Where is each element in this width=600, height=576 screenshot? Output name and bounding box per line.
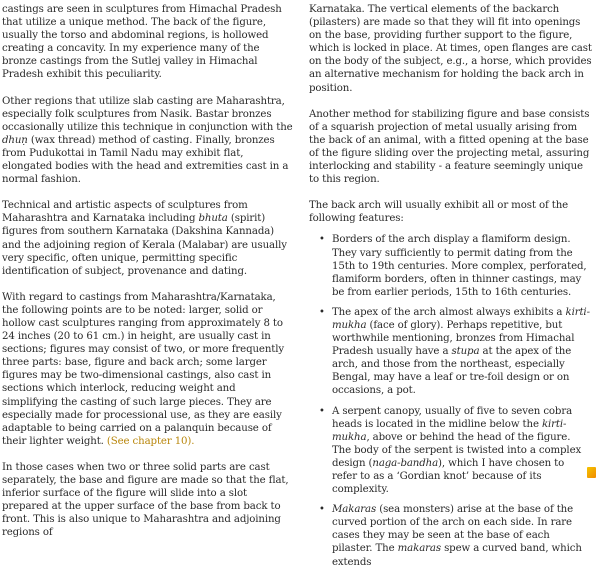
bullet-icon: • bbox=[319, 504, 325, 516]
right-column bbox=[309, 3, 592, 576]
list-item-makaras: • Makaras (sea monsters) arise at the base of the curved portion of the arch on each side. In rare cases they may be seen at the base of each pilaster. The makaras spew a curved band, which extends bbox=[319, 504, 582, 568]
paragraph-slab-casting-regions: Other regions that utilize slab casting are Maharashtra, especially folk sculptures from Nasik. Bastar bronzes occasionally utilize this technique in conjunction with the dhuṇ (wax thread) method of casting. Finally, bronzes from Pudukottai in Tamil Nadu may exhibit flat, elongated bodies with the head and extremities cast in a normal fashion. bbox=[2, 95, 293, 186]
bullet-icon: • bbox=[319, 306, 325, 318]
chapter-10-link[interactable]: (See chapter 10). bbox=[106, 435, 195, 447]
paragraph-slab-casting-himachal: castings are seen in sculptures from Himachal Pradesh that utilize a unique method. The back of the figure, usually the torso and abdominal regions, is hollowed creating a concavity. In my experience many of the bronze castings from the Sutlej valley in Himachal Pradesh exhibit this peculiarity. bbox=[2, 4, 282, 81]
features-list bbox=[309, 233, 592, 568]
bullet-icon: • bbox=[319, 234, 325, 246]
list-item-kirti-mukha: • The apex of the arch almost always exhibits a kirti-mukha (face of glory). Perhaps repetitive, but worthwhile mentioning, bronzes from Himachal Pradesh usually have a stupa at the apex of the arch, and those from the northeast, especially Bengal, may have a leaf or tre-foil design or on occasions, a pot. bbox=[319, 306, 590, 397]
paragraph-stabilizing-method: Another method for stabilizing figure and base consists of a squarish projection of metal usually arising from the back of an animal, with a fitted opening at the base of the figure sliding over the projecting metal, assuring interlocking and stability - a feature seemingly unique to this region. bbox=[309, 108, 590, 186]
list-item-serpent-canopy: • A serpent canopy, usually of five to seven cobra heads is located in the midline below the kirti-mukha, above or behind the head of the figure. The body of the serpent is twisted into a complex design (naga-bandha), which I have chosen to refer to as a ‘Gordian knot’ because of its complexity. bbox=[319, 405, 582, 496]
paragraph-back-arch-features: The back arch will usually exhibit all or most of the following features: bbox=[309, 200, 569, 225]
paragraph-backarch-karnataka: Karnataka. The vertical elements of the backarch (pilasters) are made so that they will fit into openings on the base, providing further support to the figure, which is locked in place. At times, open flanges are cast on the body of the subject, e.g., a horse, which provides an alternative mechanism for holding the back arch in position. bbox=[309, 4, 592, 94]
paragraph-technical-aspects: Technical and artistic aspects of sculptures from Maharashtra and Karnataka including bhuta (spirit) figures from southern Karnataka (Dakshina Kannada) and the adjoining region of Kerala (Malabar) are usually very specific, often unique, permitting specific identification of subject, provenance and dating. bbox=[2, 200, 287, 277]
list-item-flamiform: • Borders of the arch display a flamiform design. They vary sufficiently to permit dating from the 15th to 19th centuries. More complex, perforated, flamiform borders, often in thinner castings, may be from earlier periods, 15th to 16th centuries. bbox=[319, 234, 587, 298]
paragraph-solid-parts: In those cases when two or three solid parts are cast separately, the base and figure are made so that the flat, inferior surface of the figure will slide into a slot prepared at the upper surface of the base from back to front. This is also unique to Maharashtra and adjoining regions of bbox=[2, 461, 289, 539]
bullet-icon: • bbox=[319, 405, 325, 417]
page-corner-icon bbox=[587, 467, 596, 478]
left-column bbox=[2, 3, 294, 552]
paragraph-castings-maharashtra: With regard to castings from Maharashtra/Karnataka, the following points are to be noted: larger, solid or hollow cast sculptures ranging from approximately 8 to 24 inches (20 to 61 cm.) in height, are usually cast in sections; figures may consist of two, or more frequently three parts: base, figure and back arch; some larger figures may be two-dimensional castings, also cast in sections which interlock, reducing weight and simplifying the casting of such large pieces. They are especially made for processional use, as they are easily adaptable to being carried on a palanquin because of their lighter weight. (See chapter 10). bbox=[2, 291, 285, 447]
